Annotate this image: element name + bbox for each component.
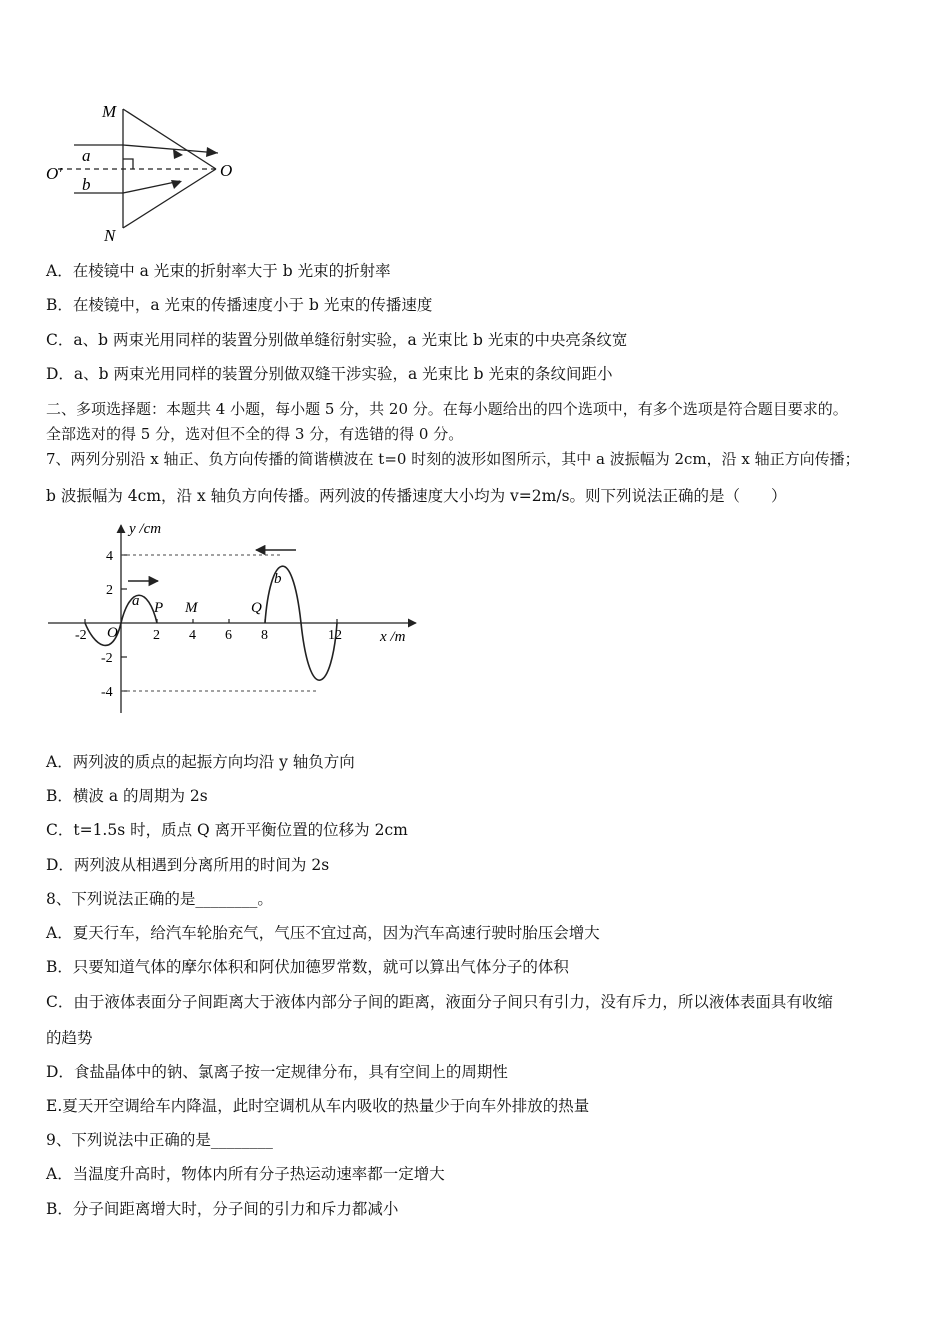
q6-option-d: D．a、b 两束光用同样的装置分别做双缝干涉实验，a 光束比 b 光束的条纹间距小 <box>46 365 613 383</box>
q6-option-c: C．a、b 两束光用同样的装置分别做单缝衍射实验，a 光束比 b 光束的中央亮条纹宽 <box>46 331 628 349</box>
prism-label-m: M <box>102 102 117 121</box>
q8-stem: 8、下列说法正确的是________。 <box>46 890 273 908</box>
y-tick-neg4: -4 <box>101 685 113 700</box>
prism-label-o: O <box>220 161 233 180</box>
q7-option-a: A．两列波的质点的起振方向均沿 y 轴负方向 <box>46 753 355 771</box>
x-tick-2: 2 <box>153 628 160 643</box>
wave-graph <box>44 515 424 720</box>
q9-option-a: A．当温度升高时，物体内所有分子热运动速率都一定增大 <box>46 1165 445 1183</box>
q6-option-a: A．在棱镜中 a 光束的折射率大于 b 光束的折射率 <box>46 262 391 280</box>
prism-edge-mo <box>123 109 216 169</box>
right-angle-mark <box>123 159 133 169</box>
q7-stem-line2: b 波振幅为 4cm，沿 x 轴负方向传播。两列波的传播速度大小均为 v=2m/s。则下列说法正确的是（ ） <box>46 487 787 505</box>
arrow-b-icon <box>171 180 182 189</box>
wave-label-a: a <box>132 593 140 609</box>
x-tick-4: 4 <box>189 628 196 643</box>
q8-option-a: A．夏天行车，给汽车轮胎充气，气压不宜过高，因为汽车高速行驶时胎压会增大 <box>46 924 600 942</box>
x-tick-6: 6 <box>225 628 232 643</box>
point-label-q: Q <box>251 600 262 616</box>
prism-label-a: a <box>82 146 91 165</box>
ray-b-inside <box>123 181 180 193</box>
q8-option-c: C．由于液体表面分子间距离大于液体内部分子间的距离，液面分子间只有引力，没有斥力，所以液体表面具有收缩 <box>46 993 833 1011</box>
q7-option-b: B．横波 a 的周期为 2s <box>46 787 208 805</box>
q8-option-e: E.夏天开空调给车内降温，此时空调机从车内吸收的热量少于向车外排放的热量 <box>46 1097 590 1115</box>
point-label-m: M <box>185 600 198 616</box>
y-axis-label: y /cm <box>129 521 162 537</box>
origin-label: O <box>107 625 118 641</box>
q7-option-d: D．两列波从相遇到分离所用的时间为 2s <box>46 856 330 874</box>
y-tick-neg2: -2 <box>101 651 113 666</box>
x-tick-12: 12 <box>328 628 342 643</box>
point-label-p: P <box>154 600 164 616</box>
arrow-a-icon <box>206 147 218 157</box>
section-header-line2: 全部选对的得 5 分，选对但不全的得 3 分，有选错的得 0 分。 <box>46 425 464 443</box>
x-axis-label: x /m <box>380 629 406 645</box>
x-tick-neg2: -2 <box>75 628 87 643</box>
x-tick-8: 8 <box>261 628 268 643</box>
q8-option-c-continued: 的趋势 <box>46 1029 93 1047</box>
q6-option-b: B．在棱镜中，a 光束的传播速度小于 b 光束的传播速度 <box>46 296 433 314</box>
prism-label-n: N <box>104 226 116 245</box>
prism-diagram <box>40 95 250 245</box>
q9-stem: 9、下列说法中正确的是________ <box>46 1131 273 1149</box>
q7-option-c: C．t=1.5s 时，质点 Q 离开平衡位置的位移为 2cm <box>46 821 408 839</box>
q7-stem-line1: 7、两列分别沿 x 轴正、负方向传播的简谐横波在 t=0 时刻的波形如图所示，其中 a 波振幅为 2cm，沿 x 轴正方向传播； <box>46 450 860 468</box>
prism-label-o-prime: O′ <box>46 164 62 183</box>
wave-label-b: b <box>274 571 282 587</box>
q8-option-b: B．只要知道气体的摩尔体积和阿伏加德罗常数，就可以算出气体分子的体积 <box>46 958 569 976</box>
q9-option-b: B．分子间距离增大时，分子间的引力和斥力都减小 <box>46 1200 399 1218</box>
section-header-line1: 二、多项选择题：本题共 4 小题，每小题 5 分，共 20 分。在每小题给出的四个选项中，有多个选项是符合题目要求的。 <box>46 400 848 418</box>
y-tick-4: 4 <box>106 549 113 564</box>
prism-edge-no <box>123 169 216 228</box>
q8-option-d: D．食盐晶体中的钠、氯离子按一定规律分布，具有空间上的周期性 <box>46 1063 508 1081</box>
prism-label-b: b <box>82 175 91 194</box>
ray-a-inside <box>123 145 218 153</box>
y-tick-2: 2 <box>106 583 113 598</box>
